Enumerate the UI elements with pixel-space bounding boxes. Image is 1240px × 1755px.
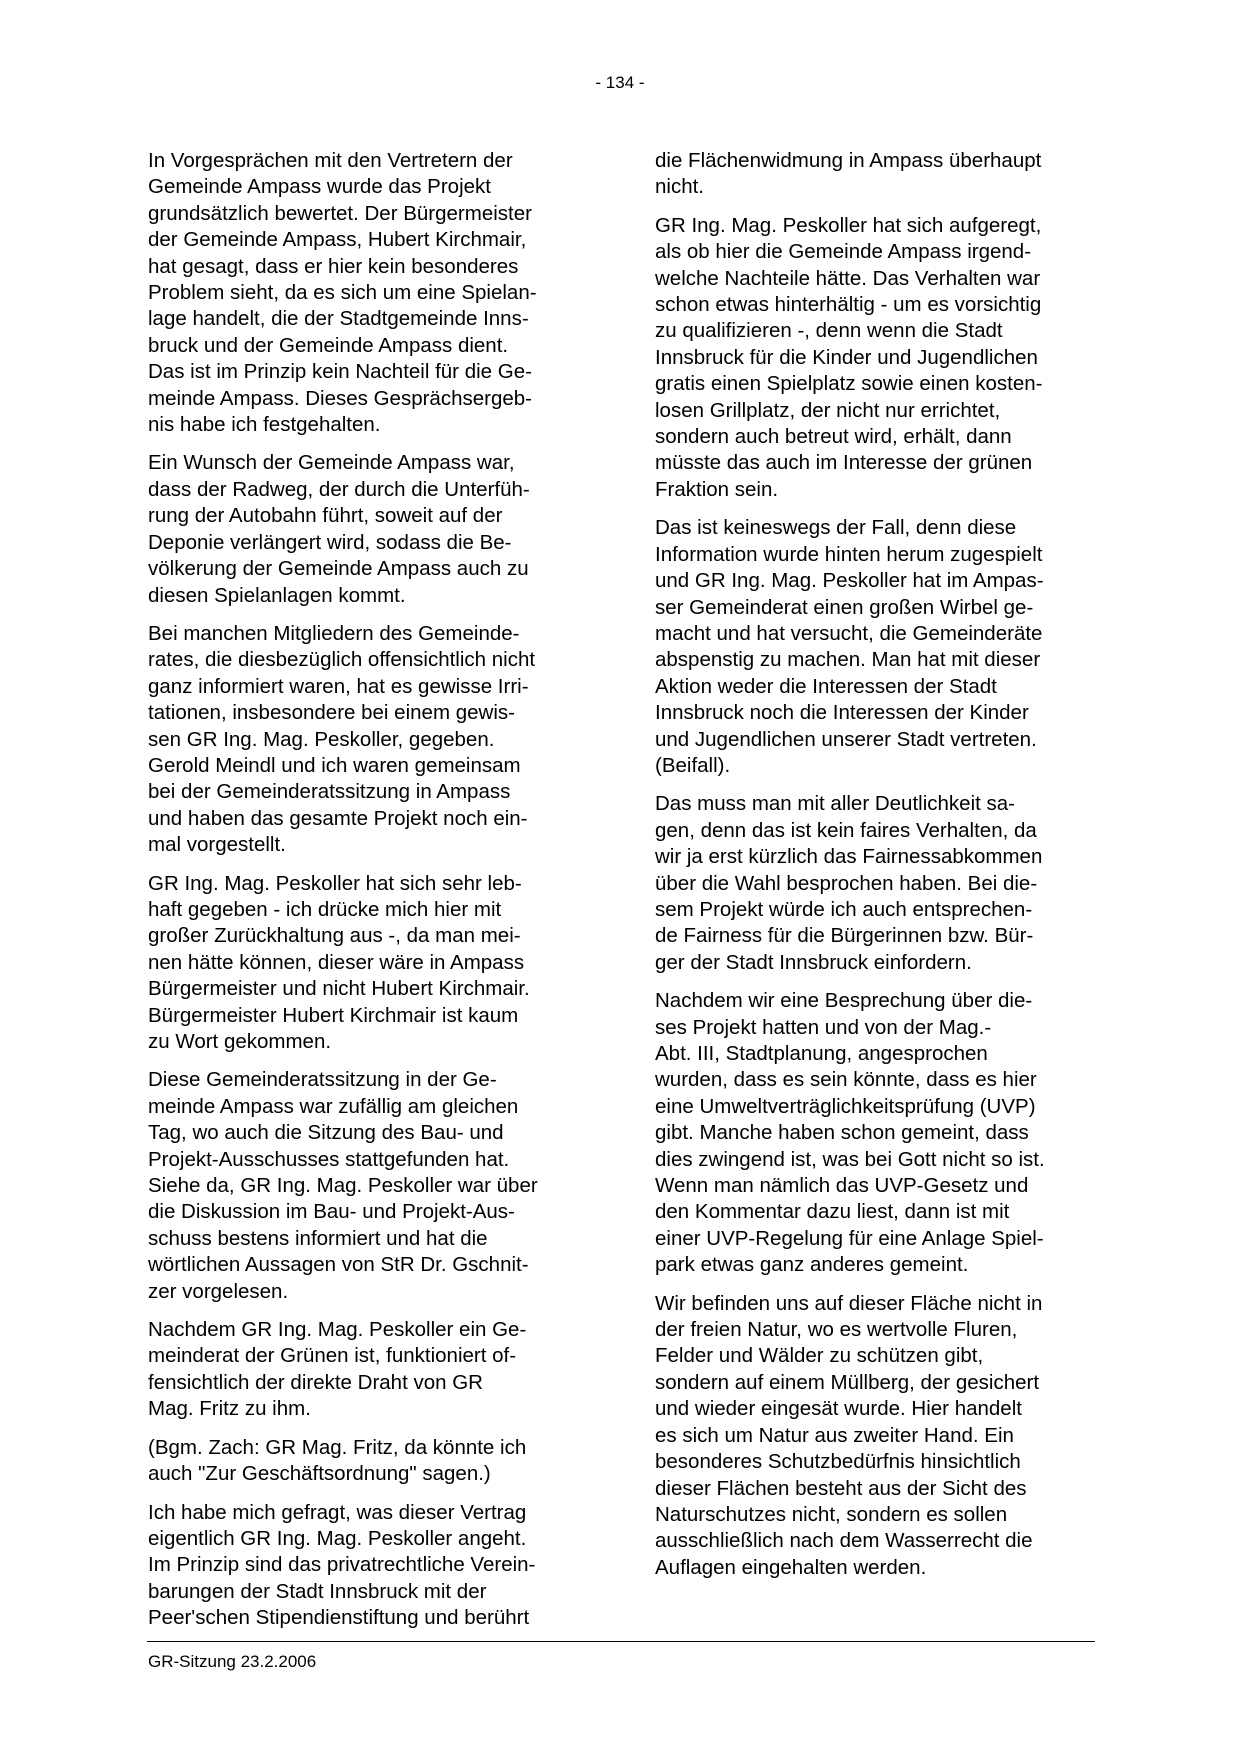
text-line: Innsbruck für die Kinder und Jugendlichen — [655, 345, 1038, 369]
text-line: schon etwas hinterhältig - um es vorsichtig — [655, 293, 1042, 317]
text-line: mal vorgestellt. — [148, 833, 286, 857]
text-line: eigentlich GR Ing. Mag. Peskoller angeht. — [148, 1526, 527, 1550]
text-line: tationen, insbesondere bei einem gewis- — [148, 701, 515, 725]
text-line: ger der Stadt Innsbruck einfordern. — [655, 950, 972, 974]
text-line: schuss bestens informiert und hat die — [148, 1226, 488, 1250]
text-line: eine Umweltverträglichkeitsprüfung (UVP) — [655, 1094, 1036, 1118]
text-line: diesen Spielanlagen kommt. — [148, 583, 406, 607]
text-line: de Fairness für die Bürgerinnen bzw. Bür- — [655, 924, 1034, 948]
paragraph — [655, 213, 1095, 503]
text-line: Bei manchen Mitgliedern des Gemeinde- — [148, 621, 520, 645]
text-line: Nachdem wir eine Besprechung über die- — [655, 989, 1033, 1013]
text-line: Tag, wo auch die Sitzung des Bau- und — [148, 1121, 504, 1145]
text-line: dieser Flächen besteht aus der Sicht des — [655, 1476, 1027, 1500]
text-line: und wieder eingesät wurde. Hier handelt — [655, 1397, 1022, 1421]
paragraph — [148, 1067, 588, 1305]
text-line: und Jugendlichen unserer Stadt vertreten. — [655, 727, 1037, 751]
text-line: zu qualifizieren -, denn wenn die Stadt — [655, 319, 1003, 343]
text-line: großer Zurückhaltung aus -, da man mei- — [148, 924, 521, 948]
text-line: In Vorgesprächen mit den Vertretern der — [148, 149, 513, 172]
paragraph — [148, 1500, 588, 1632]
text-line: meinde Ampass war zufällig am gleichen — [148, 1094, 519, 1118]
text-line: sem Projekt würde ich auch entsprechen- — [655, 897, 1033, 921]
paragraph — [148, 450, 588, 608]
text-line: gratis einen Spielplatz sowie einen kosten- — [655, 372, 1043, 396]
text-line: dies zwingend ist, was bei Gott nicht so ist. — [655, 1147, 1045, 1171]
text-line: auch "Zur Geschäftsordnung" sagen.) — [148, 1462, 491, 1486]
paragraph — [655, 791, 1095, 976]
text-line: der freien Natur, wo es wertvolle Fluren, — [655, 1318, 1018, 1342]
text-line: hat gesagt, dass er hier kein besonderes — [148, 254, 519, 278]
footer-session-date: GR-Sitzung 23.2.2006 — [148, 1652, 317, 1671]
text-line: wir ja erst kürzlich das Fairnessabkommen — [655, 845, 1043, 869]
text-line: Bürgermeister und nicht Hubert Kirchmair. — [148, 977, 530, 1001]
text-line: zer vorgelesen. — [148, 1279, 289, 1303]
paragraph — [148, 621, 588, 859]
paragraph — [655, 148, 1095, 201]
text-line: wurden, dass es sein könnte, dass es hier — [655, 1068, 1037, 1092]
text-line: sondern auch betreut wird, erhält, dann — [655, 425, 1012, 449]
text-line: welche Nachteile hätte. Das Verhalten war — [655, 266, 1041, 290]
text-line: Auflagen eingehalten werden. — [655, 1555, 927, 1579]
text-line: Nachdem GR Ing. Mag. Peskoller ein Ge- — [148, 1318, 527, 1342]
text-line: besonderes Schutzbedürfnis hinsichtlich — [655, 1450, 1021, 1474]
paragraph — [148, 148, 588, 438]
text-line: Diese Gemeinderatssitzung in der Ge- — [148, 1068, 497, 1092]
paragraph — [148, 871, 588, 1056]
text-line: grundsätzlich bewertet. Der Bürgermeister — [148, 201, 532, 225]
paragraph — [655, 515, 1095, 779]
text-line: es sich um Natur aus zweiter Hand. Ein — [655, 1423, 1014, 1447]
text-line: ausschließlich nach dem Wasserrecht die — [655, 1529, 1033, 1553]
text-line: Peer'schen Stipendienstiftung und berührt — [148, 1606, 530, 1630]
text-line: meinde Ampass. Dieses Gesprächsergeb- — [148, 386, 532, 410]
text-line: Abt. III, Stadtplanung, angesprochen — [655, 1042, 988, 1065]
text-line: abspenstig zu machen. Man hat mit dieser — [655, 648, 1041, 672]
text-line: Siehe da, GR Ing. Mag. Peskoller war über — [148, 1174, 538, 1198]
paragraph — [655, 1291, 1095, 1581]
text-line: macht und hat versucht, die Gemeinderäte — [655, 621, 1043, 645]
text-line: nen hätte können, dieser wäre in Ampass — [148, 950, 525, 974]
text-line: Deponie verlängert wird, sodass die Be- — [148, 530, 512, 554]
text-line: rates, die diesbezüglich offensichtlich nicht — [148, 648, 536, 672]
text-line: gibt. Manche haben schon gemeint, dass — [655, 1121, 1029, 1145]
text-line: völkerung der Gemeinde Ampass auch zu — [148, 557, 529, 581]
text-line: einer UVP-Regelung für eine Anlage Spiel- — [655, 1226, 1044, 1250]
text-line: Ich habe mich gefragt, was dieser Vertrag — [148, 1500, 527, 1524]
text-line: nicht. — [655, 175, 704, 199]
text-line: Wir befinden uns auf dieser Fläche nicht in — [655, 1291, 1043, 1315]
text-line: Problem sieht, da es sich um eine Spielan- — [148, 281, 537, 305]
text-line: Naturschutzes nicht, sondern es sollen — [655, 1502, 1008, 1526]
text-line: meinderat der Grünen ist, funktioniert of- — [148, 1344, 517, 1368]
text-line: Fraktion sein. — [655, 477, 779, 501]
left-text-column — [148, 148, 588, 1644]
paragraph — [148, 1317, 588, 1423]
text-line: losen Grillplatz, der nicht nur errichtet, — [655, 398, 1001, 422]
text-line: und haben das gesamte Projekt noch ein- — [148, 806, 528, 830]
text-line: Gerold Meindl und ich waren gemeinsam — [148, 753, 521, 777]
text-line: Bürgermeister Hubert Kirchmair ist kaum — [148, 1003, 519, 1027]
text-line: Gemeinde Ampass wurde das Projekt — [148, 175, 491, 199]
text-line: ganz informiert waren, hat es gewisse Irri- — [148, 674, 529, 698]
text-line: Projekt-Ausschusses stattgefunden hat. — [148, 1147, 510, 1171]
text-line: sen GR Ing. Mag. Peskoller, gegeben. — [148, 727, 495, 751]
text-line: den Kommentar dazu liest, dann ist mit — [655, 1200, 1010, 1224]
text-line: Das ist keineswegs der Fall, denn diese — [655, 516, 1017, 540]
text-line: die Flächenwidmung in Ampass überhaupt — [655, 149, 1042, 172]
text-line: sondern auf einem Müllberg, der gesichert — [655, 1370, 1040, 1394]
text-line: zu Wort gekommen. — [148, 1030, 332, 1053]
text-line: Wenn man nämlich das UVP-Gesetz und — [655, 1174, 1029, 1198]
text-line: park etwas ganz anderes gemeint. — [655, 1253, 969, 1277]
text-line: (Beifall). — [655, 753, 731, 777]
right-text-column — [655, 148, 1095, 1593]
text-line: Das muss man mit aller Deutlichkeit sa- — [655, 792, 1015, 816]
text-line: Information wurde hinten herum zugespielt — [655, 542, 1043, 566]
text-line: gen, denn das ist kein faires Verhalten, da — [655, 818, 1037, 842]
text-line: und GR Ing. Mag. Peskoller hat im Ampas- — [655, 569, 1044, 593]
footer-divider — [147, 1641, 1095, 1642]
text-line: müsste das auch im Interesse der grünen — [655, 451, 1033, 475]
text-line: barungen der Stadt Innsbruck mit der — [148, 1579, 487, 1603]
text-line: bruck und der Gemeinde Ampass dient. — [148, 333, 509, 357]
text-line: haft gegeben - ich drücke mich hier mit — [148, 897, 502, 921]
text-line: die Diskussion im Bau- und Projekt-Aus- — [148, 1200, 515, 1224]
text-line: dass der Radweg, der durch die Unterfüh- — [148, 477, 530, 501]
text-line: Felder und Wälder zu schützen gibt, — [655, 1344, 984, 1368]
text-line: bei der Gemeinderatssitzung in Ampass — [148, 780, 511, 804]
text-line: Mag. Fritz zu ihm. — [148, 1397, 311, 1421]
text-line: Ein Wunsch der Gemeinde Ampass war, — [148, 451, 515, 475]
text-line: Aktion weder die Interessen der Stadt — [655, 674, 997, 698]
paragraph — [148, 1435, 588, 1488]
text-line: ser Gemeinderat einen großen Wirbel ge- — [655, 595, 1034, 619]
text-line: GR Ing. Mag. Peskoller hat sich aufgeregt, — [655, 213, 1042, 237]
page-number: - 134 - — [595, 73, 645, 92]
text-line: GR Ing. Mag. Peskoller hat sich sehr leb- — [148, 871, 522, 895]
text-line: Das ist im Prinzip kein Nachteil für die Ge- — [148, 360, 532, 384]
text-line: über die Wahl besprochen haben. Bei die- — [655, 871, 1038, 895]
text-line: Innsbruck noch die Interessen der Kinder — [655, 701, 1029, 725]
text-line: (Bgm. Zach: GR Mag. Fritz, da könnte ich — [148, 1435, 527, 1459]
paragraph — [655, 988, 1095, 1278]
text-line: ses Projekt hatten und von der Mag.- — [655, 1015, 992, 1039]
text-line: lage handelt, die der Stadtgemeinde Inns- — [148, 307, 529, 331]
text-line: Im Prinzip sind das privatrechtliche Verein- — [148, 1553, 536, 1577]
text-line: als ob hier die Gemeinde Ampass irgend- — [655, 240, 1032, 264]
text-line: der Gemeinde Ampass, Hubert Kirchmair, — [148, 228, 527, 252]
text-line: fensichtlich der direkte Draht von GR — [148, 1370, 483, 1394]
text-line: rung der Autobahn führt, soweit auf der — [148, 504, 503, 528]
text-line: nis habe ich festgehalten. — [148, 413, 381, 437]
text-line: wörtlichen Aussagen von StR Dr. Gschnit- — [148, 1253, 529, 1277]
